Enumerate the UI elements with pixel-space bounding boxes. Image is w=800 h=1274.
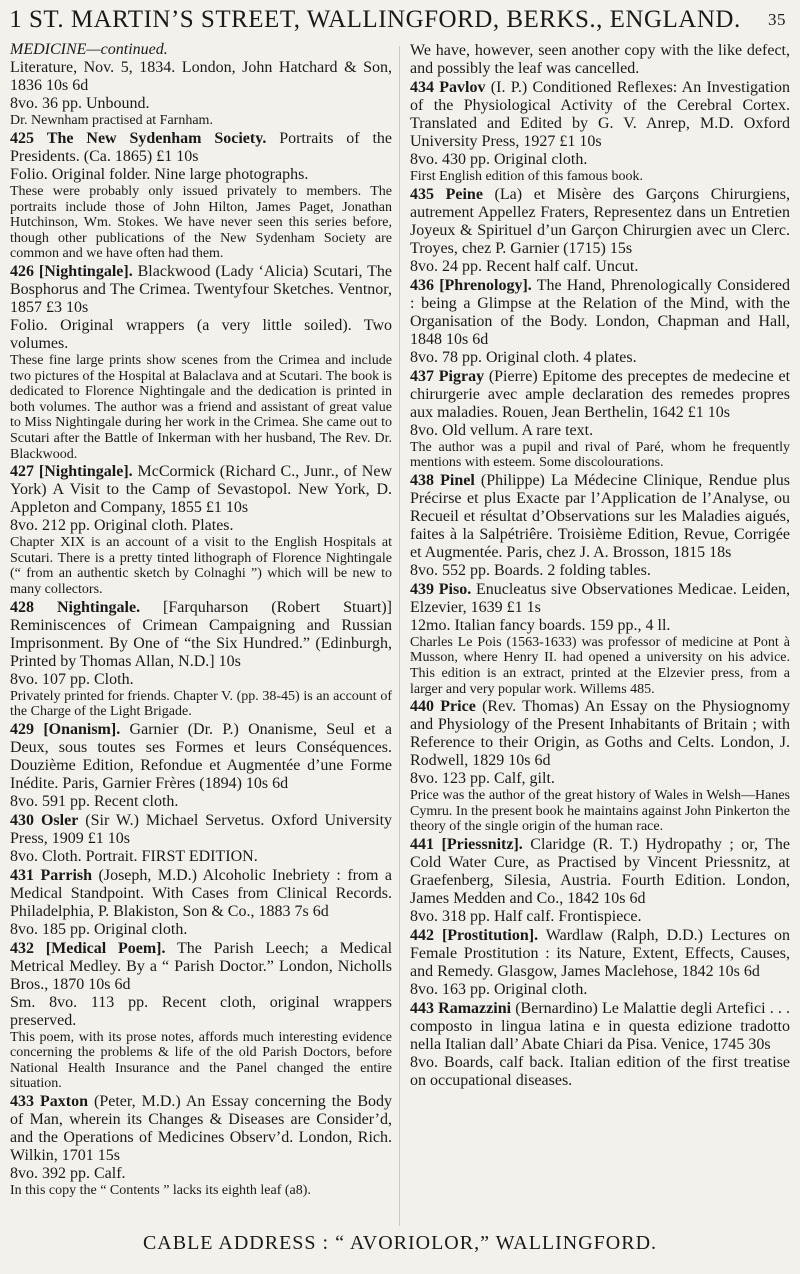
- entry-keyword: Pinel: [440, 471, 475, 489]
- entry-note: First English edition of this famous book.: [410, 169, 643, 184]
- entry-number: 439: [410, 580, 434, 598]
- entry-title: [Farquharson (Robert Stuart)] Reminiscences of Crimean Campaigning and Russian Imprisonment. By One of “the Six Hundred.” (Edinburgh, Printed by Thomas Allan, N.D.] 10s: [10, 598, 392, 670]
- entry-title: Portraits of the Presidents. (Ca. 1865) £1 10s: [10, 130, 393, 165]
- entry-note: Privately printed for friends. Chapter V. (pp. 38-45) is an account of the Charge of the Light Brigade.: [10, 688, 392, 720]
- entry-details: 8vo. 591 pp. Recent cloth.: [10, 792, 179, 810]
- entry-number: 425: [10, 130, 34, 147]
- catalogue-entry: [10, 940, 392, 1092]
- entry-number: 432: [10, 939, 34, 957]
- entry-number: 442: [410, 926, 434, 944]
- catalogue-entry: [10, 812, 392, 866]
- entry-number: 427: [10, 463, 34, 481]
- entry-details: 8vo. 36 pp. Unbound.: [10, 95, 150, 113]
- entry-keyword: [Priessnitz].: [441, 835, 523, 853]
- entry-keyword: The New Sydenham Society.: [46, 130, 267, 147]
- entry-heading: [10, 1093, 392, 1165]
- entry-heading: [410, 79, 790, 151]
- entry-keyword: Nightingale.: [56, 598, 141, 616]
- entry-details: 8vo. 552 pp. Boards. 2 folding tables.: [410, 561, 651, 579]
- entry-title: The Parish Leech; a Medical Metrical Medley. By a “ Parish Doctor.” London, Nicholls Bros., 1870 10s 6d: [10, 939, 393, 993]
- entry-keyword: [Nightingale].: [38, 463, 133, 481]
- entry-number: 431: [10, 866, 34, 884]
- entry-title: McCormick (Richard C., Junr., of New York) A Visit to the Camp of Sevastopol. New York, D. Appleton and Company, 1855 £1 10s: [10, 463, 393, 517]
- catalogue-entry: [10, 599, 392, 720]
- catalogue-entry: [10, 130, 392, 262]
- entry-number: 433: [10, 1093, 34, 1111]
- catalogue-entry: [410, 277, 790, 367]
- entry-number: 440: [410, 698, 434, 716]
- catalogue-entry: [10, 463, 392, 597]
- entry-details: 8vo. 24 pp. Recent half calf. Uncut.: [410, 257, 639, 275]
- entry-details: 8vo. 123 pp. Calf, gilt.: [410, 770, 555, 788]
- entry-title: Enucleatus sive Observationes Medicae. Leiden, Elzevier, 1639 £1 1s: [410, 580, 791, 616]
- entry-keyword: Ramazzini: [438, 999, 512, 1017]
- entry-note: Dr. Newnham practised at Farnham.: [10, 113, 213, 129]
- entry-details: 8vo. 212 pp. Original cloth. Plates.: [10, 517, 234, 535]
- catalogue-entry: [410, 186, 790, 276]
- entry-title: Wardlaw (Ralph, D.D.) Lectures on Female Prostitution : its Nature, Extent, Effects, Causes, and Remedy. Glasgow, James Maclehose, 1842 10s 6d: [410, 926, 790, 980]
- entry-number: 434: [410, 79, 434, 96]
- catalogue-entry: [410, 368, 790, 471]
- entry-details: 8vo. Boards, calf back. Italian edition of the first treatise on occupational diseases.: [410, 1053, 790, 1089]
- entry-details: 8vo. 430 pp. Original cloth.: [410, 151, 588, 168]
- entry-number: 438: [410, 471, 434, 489]
- entry-heading: [410, 472, 790, 562]
- continuation-text: We have, however, seen another copy with the like defect, and possibly the leaf was cancelled.: [410, 42, 790, 77]
- catalogue-entry: [10, 867, 392, 939]
- entry-number: 428: [10, 598, 34, 616]
- entry-keyword: [Nightingale].: [38, 262, 133, 280]
- entry-number: 443: [410, 999, 434, 1017]
- entry-keyword: Piso.: [438, 580, 472, 598]
- entry-note: These were probably only issued privately to members. The portraits include those of John Hilton, James Paget, Jonathan Hutchinson, Wm. Stokes. We have never seen this series before, though other publications of the New Sydenham Society are common and we have often had them.: [10, 184, 392, 262]
- entry-keyword: Pavlov: [439, 79, 486, 96]
- left-column: [10, 42, 392, 1200]
- entry-heading: [10, 812, 392, 848]
- entry-details: 8vo. Old vellum. A rare text.: [410, 421, 594, 439]
- catalogue-entry: [410, 927, 790, 999]
- entry-heading: [10, 721, 392, 793]
- entry-title: (Philippe) La Médecine Clinique, Rendue plus Précirse et plus Exacte par l’Application de l’Analyse, ou Recueil et résultat d’Observations sur les Maladies aigués, faites à la Salpétriêre. Troisième Edition, Revue, Corrigée et Augmentée. Paris, chez J. A. Brosson, 1815 18s: [410, 471, 791, 561]
- entry-details: Folio. Original wrappers (a very little soiled). Two volumes.: [10, 316, 392, 352]
- entry-heading: [10, 130, 392, 166]
- entry-title: Blackwood (Lady ‘Alicia) Scutari, The Bosphorus and The Crimea. Twentyfour Sketches. Ventnor, 1857 £3 10s: [10, 262, 393, 316]
- entry-keyword: Parrish: [40, 866, 93, 884]
- entry-heading: [10, 263, 392, 317]
- entry-keyword: Pigray: [438, 367, 485, 385]
- right-column: [410, 42, 790, 1091]
- header-title: 1 ST. MARTIN’S STREET, WALLINGFORD, BERKS., ENGLAND.: [9, 6, 741, 33]
- entry-title: (Pierre) Epitome des preceptes de medecine et chirurgerie avec ample declaration des remedes propres aux maladies. Rouen, Jean Berthelin, 1642 £1 10s: [410, 367, 791, 421]
- catalogue-entry: [10, 263, 392, 462]
- catalogue-entry: [410, 79, 790, 185]
- entry-title: Garnier (Dr. P.) Onanisme, Seul et a Deux, sous toutes ses Formes et leurs Conséquences. Douzième Edition, Refondue et Augmentée d’une Forme Inédite. Paris, Garnier Frères (1894) 10s 6d: [10, 720, 393, 792]
- entry-details: 8vo. 107 pp. Cloth.: [10, 670, 134, 688]
- catalogue-entry: [410, 581, 790, 697]
- right-entries: [410, 79, 790, 1090]
- entry-title: (Joseph, M.D.) Alcoholic Inebriety : from a Medical Standpoint. With Cases from Clinical Records. Philadelphia, P. Blakiston, Son & Co., 1883 7s 6d: [10, 866, 392, 920]
- catalogue-entry: [410, 472, 790, 580]
- page-header: [0, 0, 800, 44]
- entry-heading: [10, 599, 392, 671]
- entry-heading: [410, 836, 790, 908]
- page-number: 35: [768, 10, 786, 29]
- entry-details: 12mo. Italian fancy boards. 159 pp., 4 ll.: [410, 616, 671, 634]
- entry-number: 436: [410, 276, 434, 294]
- entry-title: The Hand, Phrenologically Considered : being a Glimpse at the Relation of the Mind, with the Organisation of the Body. London, Chapman and Hall, 1848 10s 6d: [410, 276, 791, 348]
- entry-keyword: [Phrenology].: [439, 276, 532, 294]
- entry-note: Charles Le Pois (1563-1633) was professor of medicine at Pont à Musson, where Henry II. had opened a university on his advice. This edition is an extract, printed at the Elzevier press, from a larger and very popular work. Willems 485.: [410, 634, 790, 697]
- entry-heading: [410, 927, 790, 981]
- entry-keyword: Osler: [40, 811, 79, 829]
- entry-heading: [10, 463, 392, 517]
- entry-number: 437: [410, 367, 434, 385]
- entry-keyword: [Prostitution].: [441, 926, 539, 944]
- entry-heading: [410, 1000, 790, 1054]
- entry-details: 8vo. Cloth. Portrait. FIRST EDITION.: [10, 847, 258, 865]
- entry-note: Price was the author of the great history of Wales in Welsh—Hanes Cymru. In the present book he maintains against John Pinkerton the theory of the single origin of the human race.: [410, 788, 790, 835]
- entry-note: In this copy the “ Contents ” lacks its eighth leaf (a8).: [10, 1183, 311, 1199]
- entry-details: 8vo. 318 pp. Half calf. Frontispiece.: [410, 907, 642, 925]
- cable-address-footer: CABLE ADDRESS : “ AVORIOLOR,” WALLINGFORD.: [142, 1232, 658, 1254]
- entry-title: (Rev. Thomas) An Essay on the Physiognomy and Physiology of the Present Inhabitants of Britain ; with Reference to their Origin, as Goths and Celts. London, J. Rodwell, 1829 10s 6d: [410, 698, 790, 770]
- entry-number: 429: [10, 720, 34, 738]
- entry-note: The author was a pupil and rival of Paré, whom he frequently mentions with esteem. Some discolourations.: [410, 439, 790, 471]
- entry-keyword: Paxton: [40, 1093, 89, 1111]
- entry-heading: [410, 368, 790, 422]
- entry-heading: [10, 867, 392, 921]
- catalogue-entry: [410, 1000, 790, 1090]
- entry-note: This poem, with its prose notes, affords much interesting evidence concerning the problems & life of the old Parish Doctors, before National Health Insurance and the Panel changed the entire situation.: [10, 1029, 392, 1092]
- entry-number: 441: [410, 835, 434, 853]
- catalogue-entry: [10, 721, 392, 811]
- entry-details: 8vo. 78 pp. Original cloth. 4 plates.: [410, 348, 637, 366]
- catalogue-entry: [10, 59, 392, 129]
- entry-title: (I. P.) Conditioned Reflexes: An Investigation of the Physiological Activity of the Cerebral Cortex. Translated and Edited by G. V. Anrep, M.D. Oxford University Press, 1927 £1 10s: [410, 79, 791, 150]
- entry-title: (La) et Misère des Garçons Chirurgiens, autrement Appellez Fraters, Representez dans un Entretien Joyeux & Spirituel d’un Garçon Chirurgien avec un Clerc. Troyes, chez P. Garnier (1715) 15s: [410, 185, 790, 257]
- entry-heading: [410, 581, 790, 617]
- column-divider: [399, 46, 400, 1226]
- entry-details: 8vo. 163 pp. Original cloth.: [410, 980, 588, 998]
- entry-details: Sm. 8vo. 113 pp. Recent cloth, original wrappers preserved.: [10, 993, 392, 1029]
- entry-heading: [410, 186, 790, 258]
- entry-details: Folio. Original folder. Nine large photographs.: [10, 166, 309, 183]
- entry-note: Chapter XIX is an account of a visit to the English Hospitals at Scutari. There is a pretty tinted lithograph of Florence Nightingale (“ from an authentic sketch by Colnaghi ”) which will be new to many collectors.: [10, 535, 392, 597]
- section-heading: MEDICINE—continued.: [10, 41, 168, 58]
- entry-keyword: [Medical Poem].: [45, 939, 166, 957]
- entry-heading: [410, 277, 790, 349]
- entry-number: 426: [10, 262, 34, 280]
- left-entries: [10, 59, 392, 1198]
- entry-heading: [10, 940, 392, 994]
- entry-note: These fine large prints show scenes from the Crimea and include two pictures of the Hospital at Balaclava and at Scutari. The book is dedicated to Florence Nightingale and the dedication is printed in both volumes. The author was a friend and assistant of great value to Miss Nightingale during her work in the Crimea. She came out to Scutari after the Battle of Inkerman with her husband, The Rev. Dr. Blackwood.: [10, 352, 392, 462]
- catalogue-entry: [10, 1093, 392, 1199]
- entry-title: (Sir W.) Michael Servetus. Oxford University Press, 1909 £1 10s: [10, 811, 393, 847]
- entry-heading: [10, 59, 392, 95]
- entry-details: 8vo. 185 pp. Original cloth.: [10, 920, 188, 938]
- catalogue-entry: [410, 698, 790, 835]
- entry-heading: [410, 698, 790, 770]
- entry-title: Literature, Nov. 5, 1834. London, John Hatchard & Son, 1836 10s 6d: [10, 59, 392, 95]
- entry-number: 435: [410, 185, 434, 203]
- continuation-note: [410, 42, 790, 78]
- entry-keyword: Price: [440, 698, 476, 716]
- entry-number: 430: [10, 811, 34, 829]
- entry-title: Claridge (R. T.) Hydropathy ; or, The Cold Water Cure, as Practised by Vincent Priessnitz, at Graefenberg, Silesia, Austria. Fourth Edition. London, James Medden and Co., 1842 10s 6d: [410, 835, 791, 907]
- entry-title: (Peter, M.D.) An Essay concerning the Body of Man, wherein its Changes & Diseases are Consider’d, and the Operations of Medicines Observ’d. London, Rich. Wilkin, 1701 15s: [10, 1093, 393, 1165]
- entry-keyword: Peine: [445, 185, 483, 203]
- entry-keyword: [Onanism].: [43, 720, 121, 738]
- entry-title: (Bernardino) Le Malattie degli Artefici . . . composto in lingua latina e in questa edizione tradotto nella Italian dall’ Abate Chiari da Pisa. Venice, 1745 30s: [410, 999, 791, 1053]
- catalogue-entry: [410, 836, 790, 926]
- entry-details: 8vo. 392 pp. Calf.: [10, 1165, 126, 1183]
